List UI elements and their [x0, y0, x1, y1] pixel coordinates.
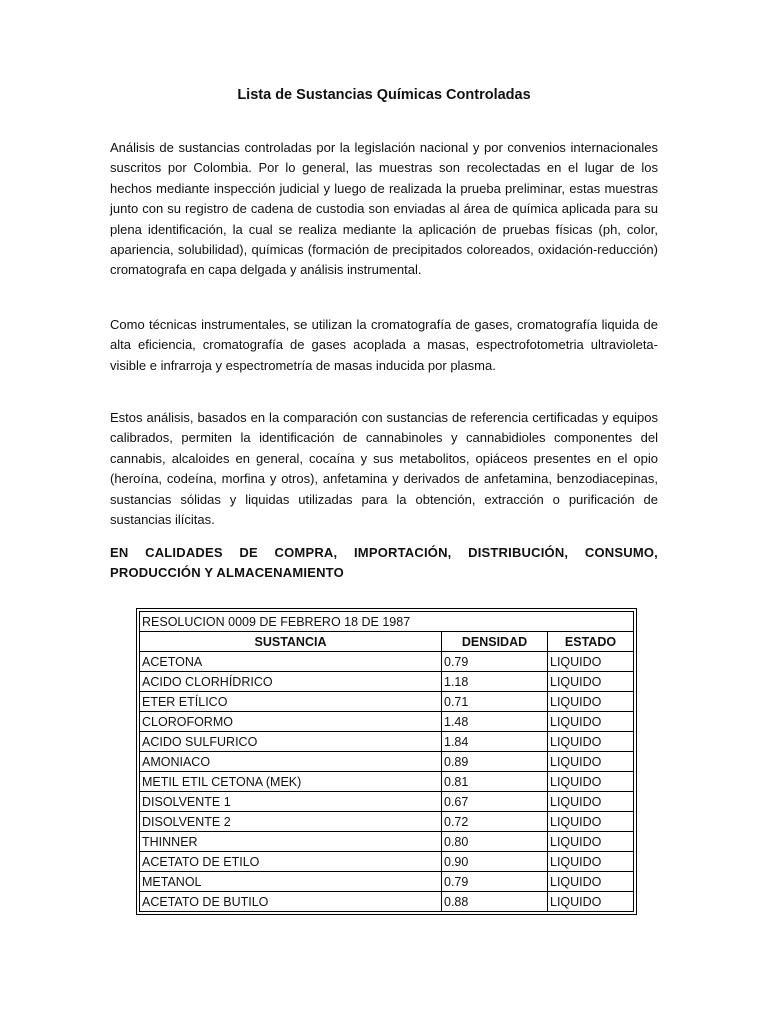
cell-densidad: 1.48 [442, 712, 548, 732]
table-row [140, 732, 634, 752]
cell-sustancia: ETER ETÍLICO [140, 692, 442, 712]
table-header-row [140, 632, 634, 652]
table-row [140, 652, 634, 672]
cell-sustancia: ACETONA [140, 652, 442, 672]
cell-estado: LIQUIDO [548, 792, 634, 812]
cell-sustancia: ACIDO SULFURICO [140, 732, 442, 752]
table-row [140, 812, 634, 832]
paragraph-analysis: Estos análisis, basados en la comparación con sustancias de referencia certificadas y equipos calibrados, permiten la identificación de cannabinoles y cannabidioles componentes del cannabis, alcaloides en general, cocaína y sus metabolitos, opiáceos presentes en el opio (heroína, codeína, morfina y otros), anfetamina y derivados de anfetamina, benzodiacepinas, sustancias sólidas y liquidas utilizadas para la obtención, extracción o purificación de sustancias ilícitas. [110, 410, 658, 528]
table-row [140, 872, 634, 892]
cell-estado: LIQUIDO [548, 712, 634, 732]
header-estado: ESTADO [548, 632, 634, 652]
cell-estado: LIQUIDO [548, 672, 634, 692]
cell-estado: LIQUIDO [548, 752, 634, 772]
table-row [140, 792, 634, 812]
cell-estado: LIQUIDO [548, 872, 634, 892]
paragraph-heading-calidades: EN CALIDADES DE COMPRA, IMPORTACIÓN, DISTRIBUCIÓN, CONSUMO, PRODUCCIÓN Y ALMACENAMIENTO [110, 545, 658, 581]
cell-estado: LIQUIDO [548, 812, 634, 832]
cell-densidad: 0.90 [442, 852, 548, 872]
table-row [140, 892, 634, 912]
cell-densidad: 0.80 [442, 832, 548, 852]
cell-sustancia: DISOLVENTE 1 [140, 792, 442, 812]
cell-densidad: 1.84 [442, 732, 548, 752]
table-row [140, 752, 634, 772]
paragraph-techniques: Como técnicas instrumentales, se utilizan la cromatografía de gases, cromatografía liquida de alta eficiencia, cromatografía de gases acoplada a masas, espectrofotometria ultravioleta-visible e infrarroja y espectrometría de masas inducida por plasma. [110, 317, 658, 373]
cell-estado: LIQUIDO [548, 732, 634, 752]
cell-densidad: 0.79 [442, 652, 548, 672]
cell-sustancia: THINNER [140, 832, 442, 852]
cell-densidad: 0.79 [442, 872, 548, 892]
page-title: Lista de Sustancias Químicas Controladas [237, 87, 531, 103]
cell-sustancia: AMONIACO [140, 752, 442, 772]
cell-estado: LIQUIDO [548, 772, 634, 792]
table-row [140, 712, 634, 732]
cell-sustancia: ACETATO DE ETILO [140, 852, 442, 872]
cell-estado: LIQUIDO [548, 832, 634, 852]
header-sustancia: SUSTANCIA [140, 632, 442, 652]
cell-densidad: 0.88 [442, 892, 548, 912]
header-densidad: DENSIDAD [442, 632, 548, 652]
cell-densidad: 0.72 [442, 812, 548, 832]
table-row [140, 832, 634, 852]
table-row [140, 772, 634, 792]
substances-table [139, 611, 634, 912]
cell-densidad: 0.89 [442, 752, 548, 772]
cell-densidad: 0.81 [442, 772, 548, 792]
cell-estado: LIQUIDO [548, 652, 634, 672]
table-row [140, 692, 634, 712]
cell-estado: LIQUIDO [548, 852, 634, 872]
cell-densidad: 0.71 [442, 692, 548, 712]
cell-sustancia: ACIDO CLORHÍDRICO [140, 672, 442, 692]
table-row [140, 672, 634, 692]
paragraph-intro: Análisis de sustancias controladas por la legislación nacional y por convenios internacionales suscritos por Colombia. Por lo general, las muestras son recolectadas en el lugar de los hechos mediante inspección judicial y luego de realizada la prueba preliminar, estas muestras junto con su registro de cadena de custodia son enviadas al área de química aplicada para su plena identificación, la cual se realiza mediante la aplicación de pruebas físicas (ph, color, apariencia, solubilidad), químicas (formación de precipitados coloreados, oxidación-reducción) cromatografa en capa delgada y análisis instrumental. [110, 140, 658, 278]
table-row [140, 852, 634, 872]
cell-estado: LIQUIDO [548, 692, 634, 712]
table-resolution-row [140, 612, 634, 632]
cell-sustancia: ACETATO DE BUTILO [140, 892, 442, 912]
substances-table-frame [136, 608, 637, 915]
cell-estado: LIQUIDO [548, 892, 634, 912]
cell-sustancia: METANOL [140, 872, 442, 892]
cell-densidad: 0.67 [442, 792, 548, 812]
resolution-cell: RESOLUCION 0009 DE FEBRERO 18 DE 1987 [140, 612, 634, 632]
cell-densidad: 1.18 [442, 672, 548, 692]
cell-sustancia: METIL ETIL CETONA (MEK) [140, 772, 442, 792]
cell-sustancia: DISOLVENTE 2 [140, 812, 442, 832]
cell-sustancia: CLOROFORMO [140, 712, 442, 732]
